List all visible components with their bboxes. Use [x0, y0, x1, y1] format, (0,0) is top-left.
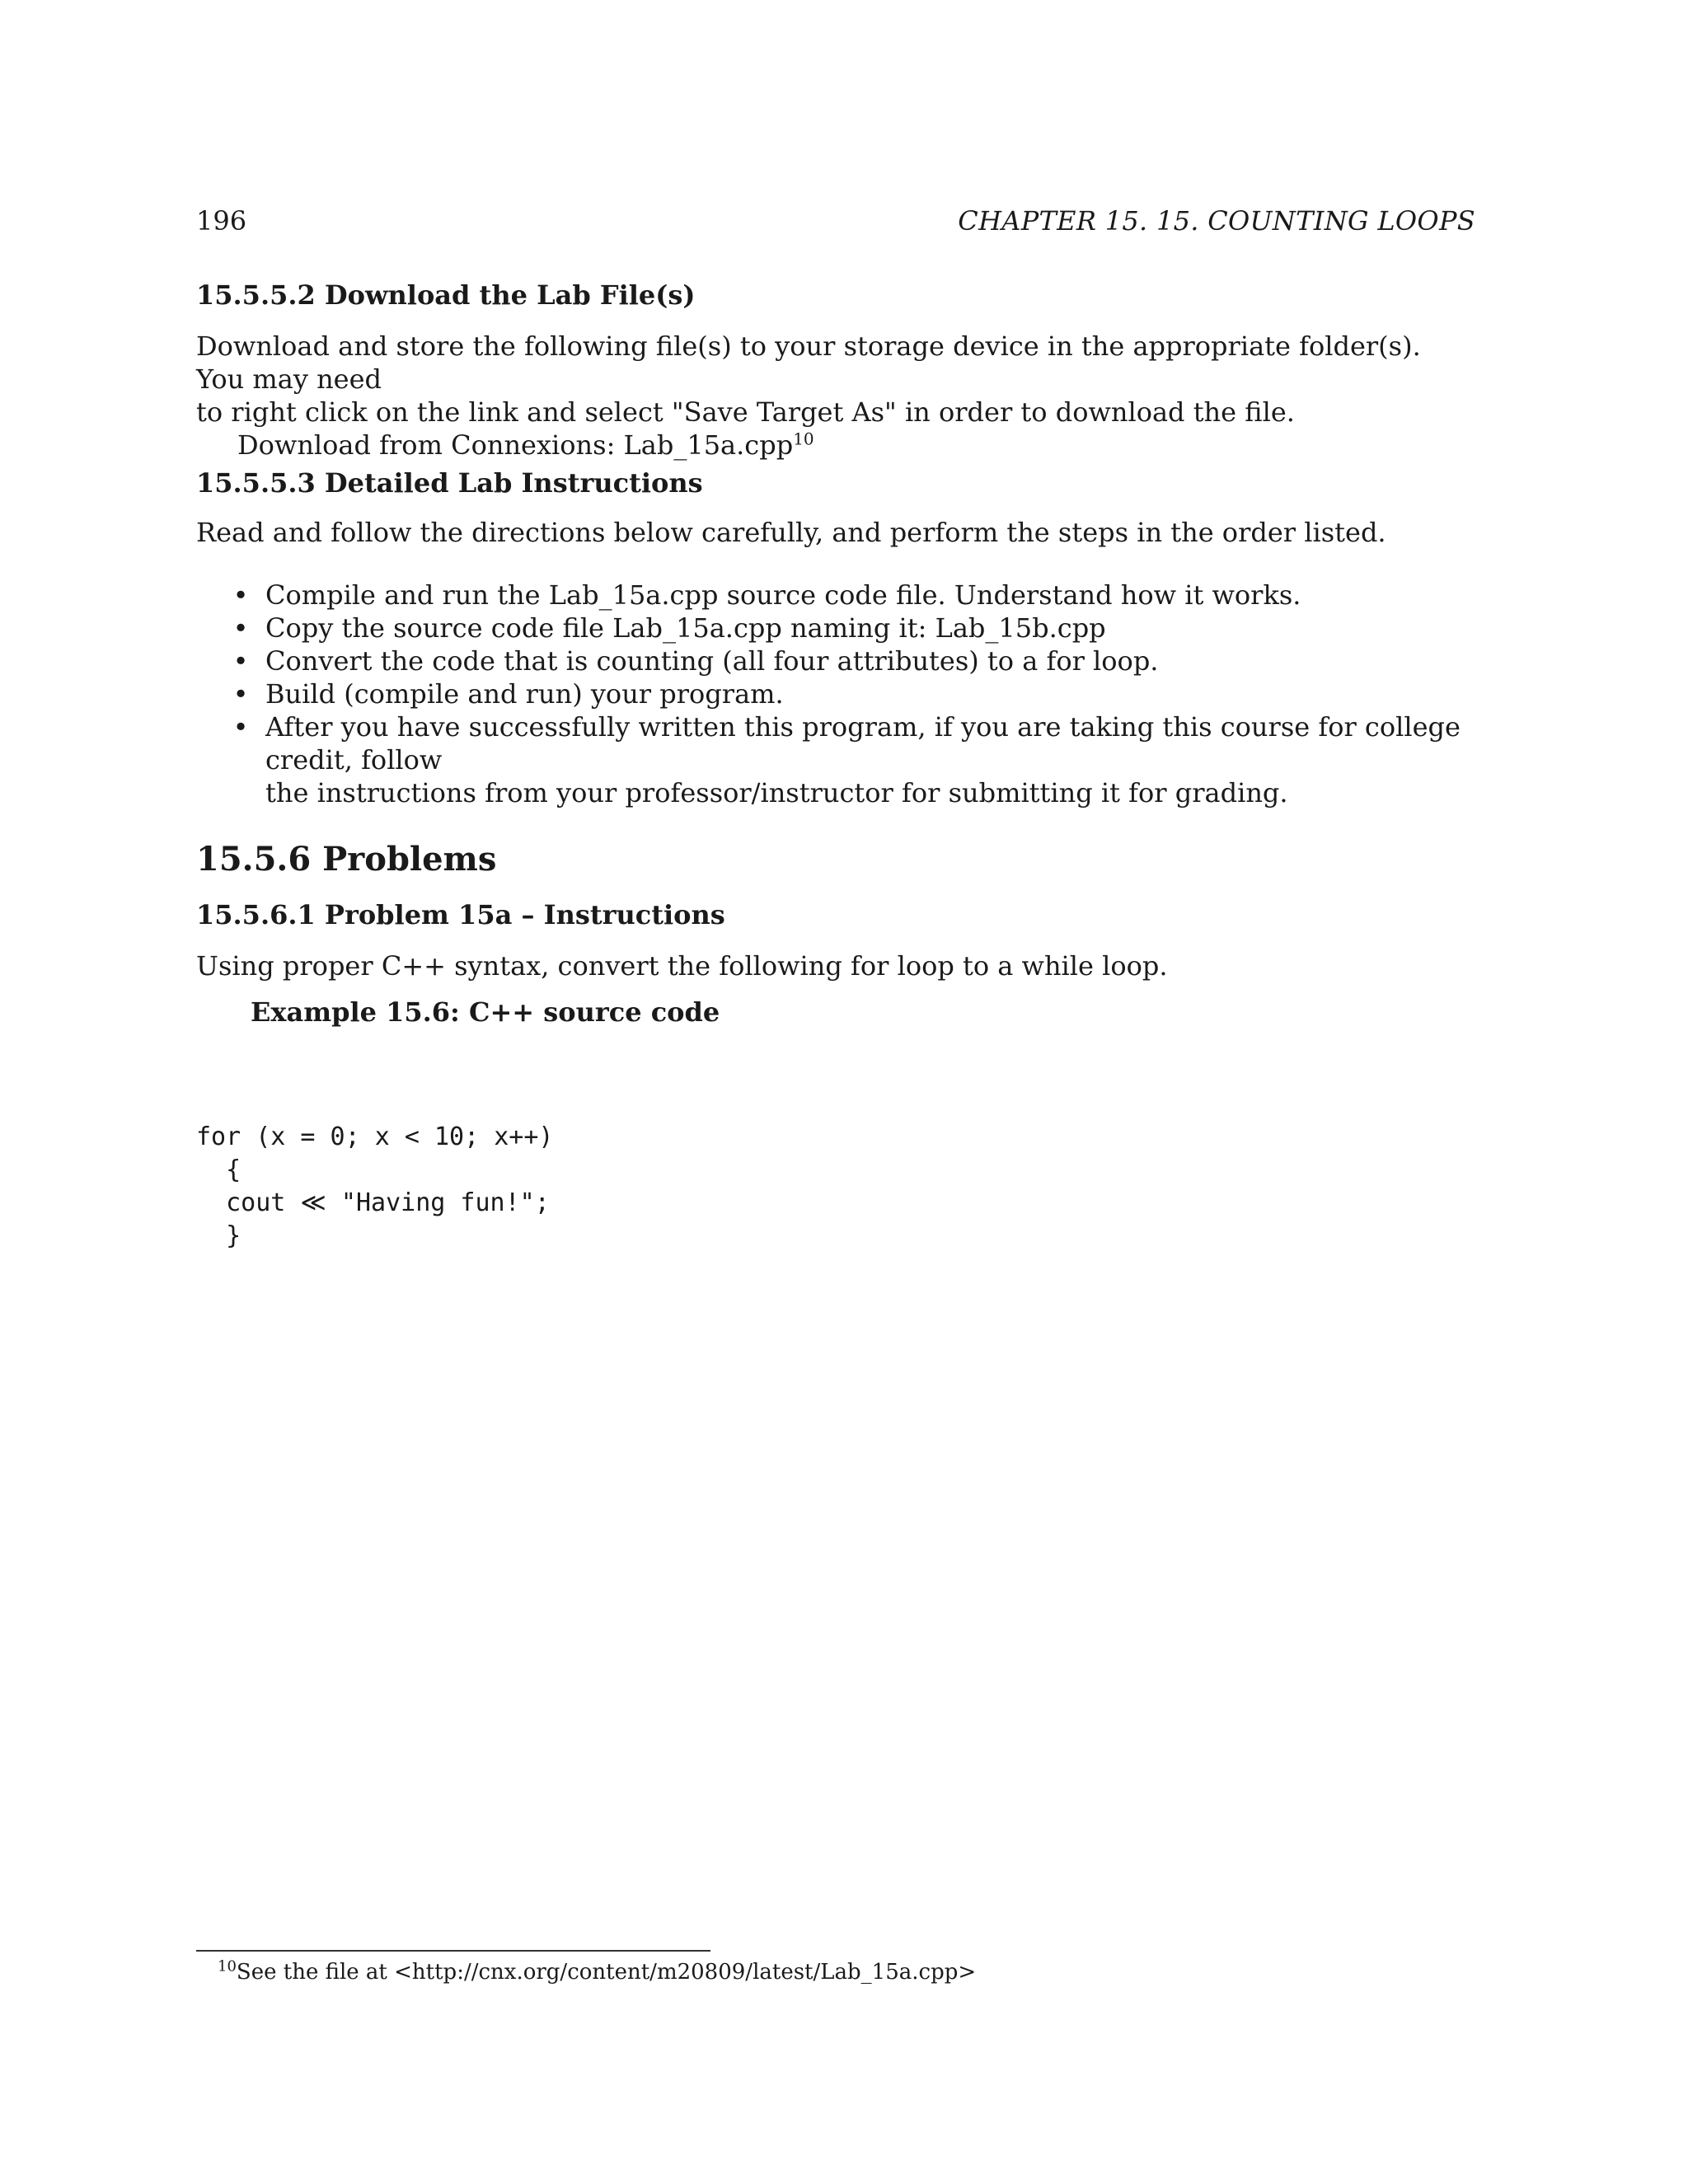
section-heading-problems: 15.5.6 Problems [196, 840, 497, 879]
download-link[interactable]: Download from Connexions: Lab_15a.cpp [237, 429, 794, 461]
download-paragraph-line-1: Download and store the following file(s) to your storage device in the appropriate folder(s). You may need [196, 330, 1421, 395]
list-item [196, 677, 1475, 710]
footnote-text[interactable]: See the file at <http://cnx.org/content/m20809/latest/Lab_15a.cpp> [236, 1960, 977, 1985]
download-link-line [196, 429, 1475, 462]
instructions-list-block [196, 579, 1475, 809]
list-item-text: Copy the source code file Lab_15a.cpp naming it: Lab_15b.cpp [265, 612, 1106, 644]
instructions-list [196, 579, 1475, 809]
section-heading-download: 15.5.5.2 Download the Lab File(s) [196, 279, 696, 311]
list-item-text-line-2: the instructions from your professor/instructor for submitting it for grading. [265, 777, 1288, 808]
section-download [196, 279, 1475, 312]
example-title: Example 15.6: C++ source code [251, 996, 720, 1028]
list-item-text-line-1: After you have successfully written this program, if you are taking this course for college credit, follow [265, 711, 1461, 776]
list-item [196, 579, 1475, 612]
list-item [196, 644, 1475, 677]
footnote-number: 10 [218, 1957, 237, 1975]
section-heading-instructions: 15.5.5.3 Detailed Lab Instructions [196, 467, 703, 499]
list-item-text: Compile and run the Lab_15a.cpp source code file. Understand how it works. [265, 579, 1301, 611]
list-item [196, 612, 1475, 644]
section-instructions [196, 466, 1475, 499]
instructions-intro: Read and follow the directions below carefully, and perform the steps in the order listed. [196, 517, 1386, 548]
section-problems [196, 839, 1475, 880]
code-line: { [196, 1155, 241, 1184]
bullet-icon: • [232, 579, 249, 611]
bullet-icon: • [232, 678, 249, 710]
subsection-heading-problem-15a: 15.5.6.1 Problem 15a – Instructions [196, 899, 725, 930]
code-line: } [196, 1221, 241, 1250]
code-line: cout ≪ "Having fun!"; [196, 1188, 550, 1217]
footnote [218, 1958, 976, 1986]
problem-intro-block [196, 949, 1475, 982]
bullet-icon: • [232, 711, 249, 743]
instructions-intro-block [196, 516, 1475, 549]
code-line: for (x = 0; x < 10; x++) [196, 1122, 554, 1151]
footnote-divider [196, 1950, 710, 1952]
running-header [196, 203, 1475, 239]
download-paragraph [196, 330, 1475, 462]
list-item-text: Convert the code that is counting (all four attributes) to a for loop. [265, 645, 1159, 677]
code-listing [196, 1121, 1475, 1253]
problem-15a-block [196, 898, 1475, 931]
list-item-text: Build (compile and run) your program. [265, 678, 784, 710]
example-title-block [196, 996, 1475, 1029]
bullet-icon: • [232, 612, 249, 644]
problem-intro: Using proper C++ syntax, convert the following for loop to a while loop. [196, 950, 1168, 982]
list-item [196, 710, 1475, 809]
page-number: 196 [196, 205, 247, 237]
chapter-title: CHAPTER 15. 15. COUNTING LOOPS [958, 205, 1475, 237]
bullet-icon: • [232, 645, 249, 677]
footnote-ref[interactable]: 10 [793, 429, 814, 449]
download-paragraph-line-2: to right click on the link and select "Save Target As" in order to download the file. [196, 396, 1295, 428]
